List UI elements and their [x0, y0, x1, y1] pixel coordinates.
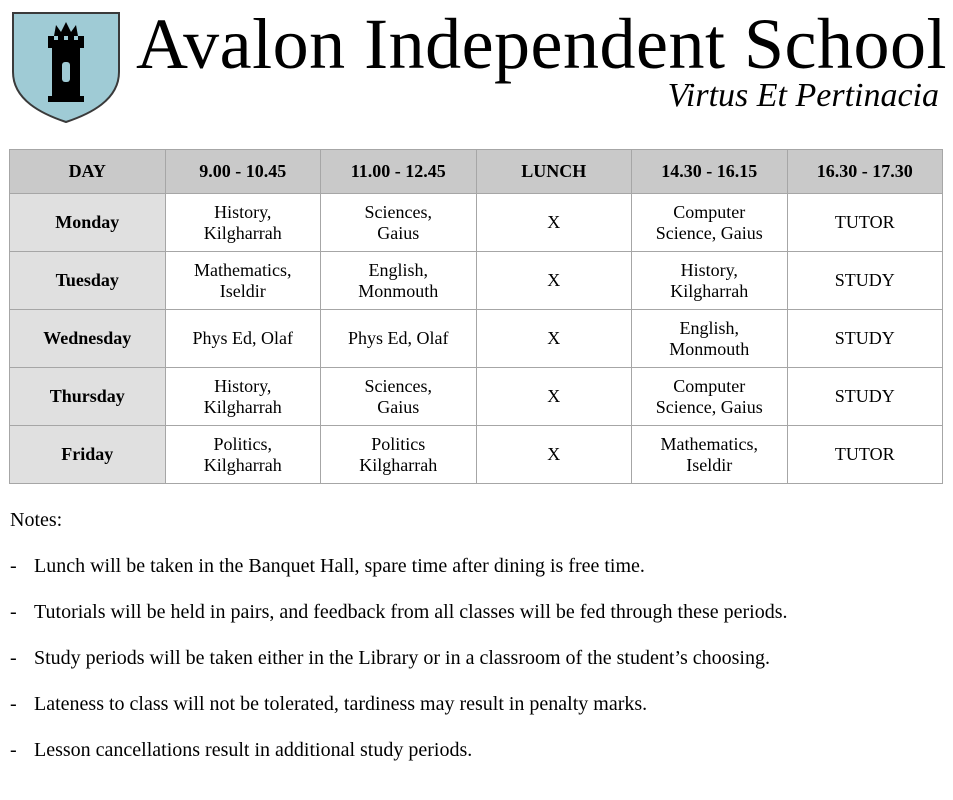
lesson-cell	[321, 368, 477, 426]
lesson-cell	[787, 426, 943, 484]
lesson-cell-line: X	[547, 328, 561, 348]
lesson-cell-line: Kilgharrah	[203, 454, 282, 475]
lesson-cell-line: Iseldir	[686, 454, 733, 475]
school-name: Avalon Independent School	[136, 4, 947, 84]
lesson-cell-line: Kilgharrah	[203, 222, 282, 243]
lesson-cell-line: Kilgharrah	[203, 396, 282, 417]
lesson-cell	[165, 310, 321, 368]
notes-title: Notes:	[10, 509, 63, 531]
day-cell: Thursday	[10, 368, 166, 426]
timetable-body	[10, 194, 943, 484]
note-text: Lesson cancellations result in additional study periods.	[34, 739, 473, 761]
lesson-cell	[476, 194, 632, 252]
note-item	[10, 691, 940, 717]
lesson-cell-line: History,	[214, 375, 272, 396]
lesson-cell-line: Phys Ed, Olaf	[192, 328, 293, 348]
lesson-cell-line: Monmouth	[669, 338, 750, 359]
lesson-cell-line: Gaius	[377, 396, 420, 417]
note-text: Lunch will be taken in the Banquet Hall, spare time after dining is free time.	[34, 555, 645, 577]
day-cell: Monday	[10, 194, 166, 252]
lesson-cell-line: X	[547, 270, 561, 290]
lesson-cell	[165, 426, 321, 484]
column-header-period: 11.00 - 12.45	[321, 150, 477, 194]
lesson-cell-line: Kilgharrah	[670, 280, 749, 301]
lesson-cell	[476, 252, 632, 310]
lesson-cell	[632, 310, 788, 368]
lesson-cell-line: TUTOR	[834, 212, 895, 232]
lesson-cell	[165, 194, 321, 252]
lesson-cell	[632, 368, 788, 426]
column-header-period: 9.00 - 10.45	[165, 150, 321, 194]
lesson-cell	[632, 252, 788, 310]
column-header-day: DAY	[10, 150, 166, 194]
notes-list	[10, 553, 940, 763]
table-row	[10, 194, 943, 252]
lesson-cell-line: Mathematics,	[660, 433, 758, 454]
table-row	[10, 368, 943, 426]
note-bullet: -	[10, 601, 17, 623]
table-row	[10, 426, 943, 484]
lesson-cell	[787, 310, 943, 368]
note-bullet: -	[10, 555, 17, 577]
lesson-cell-line: X	[547, 386, 561, 406]
lesson-cell	[476, 310, 632, 368]
lesson-cell-line: Phys Ed, Olaf	[348, 328, 449, 348]
school-motto: Virtus Et Pertinacia	[667, 77, 939, 114]
column-header-period: LUNCH	[476, 150, 632, 194]
lesson-cell-line: English,	[679, 317, 739, 338]
lesson-cell-line: Computer	[673, 201, 746, 222]
lesson-cell-line: TUTOR	[834, 444, 895, 464]
lesson-cell	[787, 368, 943, 426]
lesson-cell-line: Sciences,	[364, 201, 432, 222]
lesson-cell-line: STUDY	[834, 328, 895, 348]
lesson-cell	[476, 368, 632, 426]
note-text: Study periods will be taken either in the Library or in a classroom of the student’s choosing.	[34, 647, 770, 669]
lesson-cell-line: Science, Gaius	[655, 396, 763, 417]
lesson-cell-line: History,	[680, 259, 738, 280]
page-header	[0, 0, 953, 130]
lesson-cell	[787, 194, 943, 252]
lesson-cell-line: Gaius	[377, 222, 420, 243]
note-bullet: -	[10, 739, 17, 761]
lesson-cell	[632, 426, 788, 484]
table-row	[10, 252, 943, 310]
lesson-cell	[165, 252, 321, 310]
lesson-cell	[476, 426, 632, 484]
lesson-cell-line: STUDY	[834, 270, 895, 290]
note-text: Lateness to class will not be tolerated, tardiness may result in penalty marks.	[34, 693, 648, 715]
lesson-cell-line: Mathematics,	[194, 259, 292, 280]
note-item	[10, 599, 940, 625]
column-header-period: 14.30 - 16.15	[632, 150, 788, 194]
lesson-cell	[787, 252, 943, 310]
day-cell: Wednesday	[10, 310, 166, 368]
note-bullet: -	[10, 647, 17, 669]
lesson-cell	[165, 368, 321, 426]
lesson-cell-line: Computer	[673, 375, 746, 396]
column-header-period: 16.30 - 17.30	[787, 150, 943, 194]
day-cell: Friday	[10, 426, 166, 484]
notes-section	[10, 507, 940, 763]
lesson-cell-line: X	[547, 212, 561, 232]
note-bullet: -	[10, 693, 17, 715]
lesson-cell-line: Iseldir	[219, 280, 266, 301]
lesson-cell	[321, 426, 477, 484]
lesson-cell-line: History,	[214, 201, 272, 222]
timetable	[9, 149, 943, 484]
note-item	[10, 645, 940, 671]
note-item	[10, 553, 940, 579]
lesson-cell-line: Monmouth	[358, 280, 439, 301]
lesson-cell-line: English,	[368, 259, 428, 280]
lesson-cell	[321, 310, 477, 368]
lesson-cell-line: X	[547, 444, 561, 464]
lesson-cell-line: STUDY	[834, 386, 895, 406]
lesson-cell-line: Kilgharrah	[359, 454, 438, 475]
table-row	[10, 310, 943, 368]
lesson-cell-line: Science, Gaius	[655, 222, 763, 243]
note-text: Tutorials will be held in pairs, and feedback from all classes will be fed through these periods.	[34, 601, 788, 623]
lesson-cell-line: Sciences,	[364, 375, 432, 396]
note-item	[10, 737, 940, 763]
castle-tower-crest-icon	[10, 10, 122, 124]
lesson-cell-line: Politics	[371, 433, 426, 454]
lesson-cell	[632, 194, 788, 252]
lesson-cell-line: Politics,	[213, 433, 272, 454]
lesson-cell	[321, 194, 477, 252]
day-cell: Tuesday	[10, 252, 166, 310]
timetable-header-row	[10, 150, 943, 194]
lesson-cell	[321, 252, 477, 310]
